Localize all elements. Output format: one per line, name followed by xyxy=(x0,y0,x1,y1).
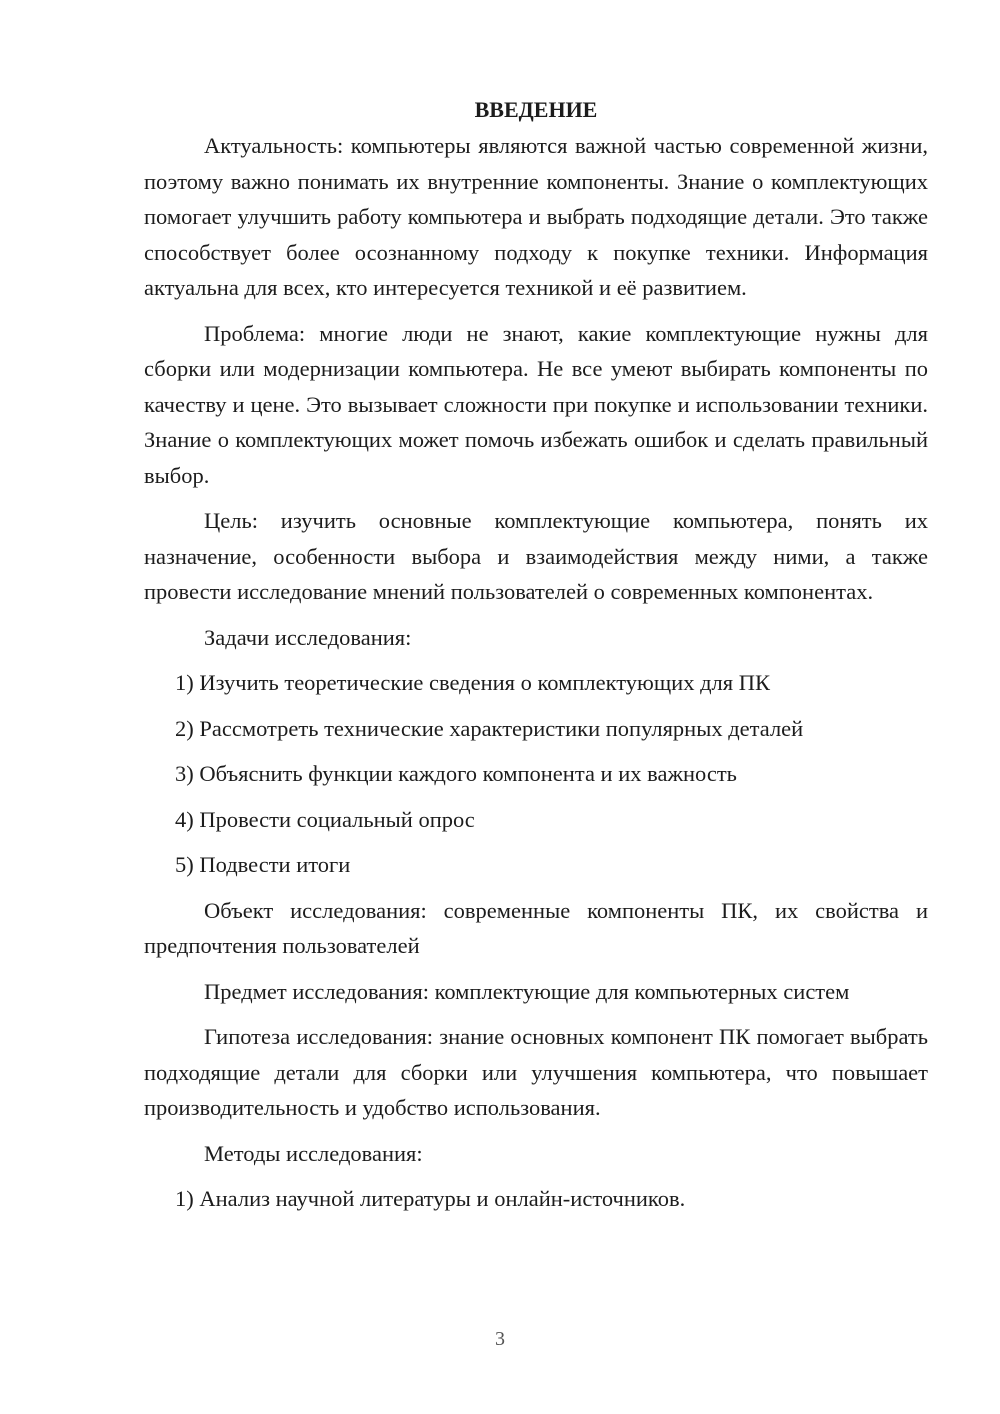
task-item-5: 5) Подвести итоги xyxy=(175,852,351,877)
tasks-label: Задачи исследования: xyxy=(204,624,412,650)
task-item-3: 3) Объяснить функции каждого компонента и их важность xyxy=(175,761,737,786)
section-heading: ВВЕДЕНИЕ xyxy=(474,97,598,122)
paragraph-hypothesis: Гипотеза исследования: знание основных компонент ПК помогает выбрать подходящие детали для сборки или улучшения компьютера, что повышает производительность и удобство использования. xyxy=(144,1024,928,1120)
method-item-1: 1) Анализ научной литературы и онлайн-источников. xyxy=(175,1186,686,1211)
page-number: 3 xyxy=(495,1328,505,1350)
task-item-4: 4) Провести социальный опрос xyxy=(175,806,475,832)
task-item-2: 2) Рассмотреть технические характеристики популярных деталей xyxy=(175,715,804,741)
paragraph-relevance: Актуальность: компьютеры являются важной частью современной жизни, поэтому важно понимать их внутренние компоненты. Знание о комплектующих помогает улучшить работу компьютера и выбрать подходящие детали. Это также способствует более осознанному подходу к покупке техники. Информация актуальна для всех, кто интересуется техникой и её развитием. xyxy=(144,133,928,300)
paragraph-subject: Предмет исследования: комплектующие для компьютерных систем xyxy=(204,978,850,1004)
paragraph-goal: Цель: изучить основные комплектующие компьютера, понять их назначение, особенности выбора и взаимодействия между ними, а также провести исследование мнений пользователей о современных компонентах. xyxy=(144,508,928,604)
task-item-1: 1) Изучить теоретические сведения о комплектующих для ПК xyxy=(175,670,770,695)
methods-label: Методы исследования: xyxy=(204,1140,423,1166)
paragraph-problem: Проблема: многие люди не знают, какие комплектующие нужны для сборки или модернизации компьютера. Не все умеют выбирать компоненты по качеству и цене. Это вызывает сложности при покупке и использовании техники. Знание о комплектующих может помочь избежать ошибок и сделать правильный выбор. xyxy=(144,320,928,488)
page-content xyxy=(144,92,928,1227)
paragraph-object: Объект исследования: современные компоненты ПК, их свойства и предпочтения пользователей xyxy=(144,897,928,958)
